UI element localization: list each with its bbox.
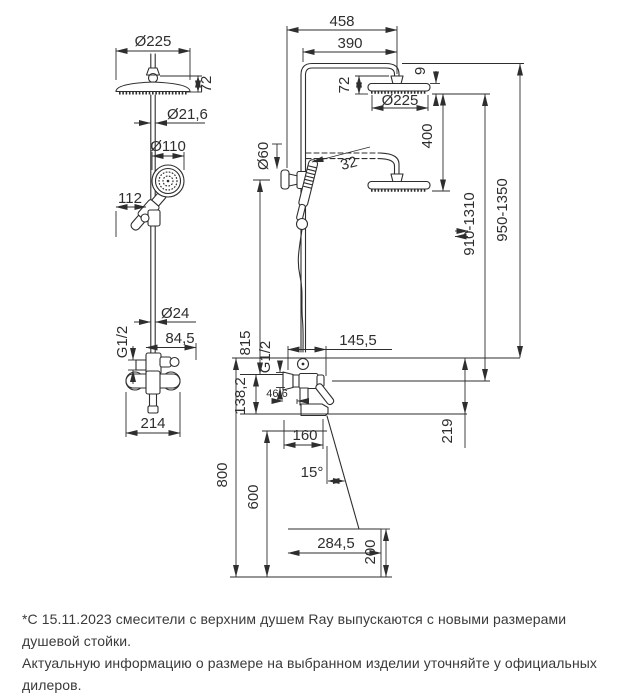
- dim-label-spout-wall-offset: 46,6: [266, 388, 288, 400]
- dim-label-head-height-side: 72: [336, 76, 353, 94]
- footnote-line-2: Актуальную информацию о размере на выбранном изделии уточняйте у официальных дилеров.: [22, 655, 598, 693]
- dim-label-arm-tilt: 32: [338, 153, 360, 175]
- side-view-dimensions: [230, 26, 524, 577]
- side-view: [214, 13, 524, 577]
- dim-label-mixer-height-ref: 800: [214, 462, 231, 488]
- dim-label-arm-reach: 390: [337, 35, 363, 52]
- dim-label-thread-front: G1/2: [114, 325, 131, 359]
- dim-label-head-edge: 9: [412, 66, 429, 76]
- dim-label-spout-height-above: 219: [439, 418, 456, 444]
- dim-label-bracket-diameter: Ø60: [255, 141, 272, 171]
- dim-label-thread-side: G1/2: [257, 340, 274, 374]
- dim-label-head-height-front: 72: [198, 75, 215, 93]
- dim-label-head-diameter-side: Ø225: [381, 92, 419, 109]
- dim-label-spout-reach: 160: [292, 427, 318, 444]
- dim-label-mixer-depth: 145,5: [339, 332, 377, 349]
- dim-label-stream-reach: 284,5: [317, 535, 355, 552]
- dim-label-stream-angle: 15°: [300, 464, 324, 481]
- dim-label-pipe-diameter: Ø21,6: [167, 106, 208, 123]
- dim-label-bracket-height: 815: [237, 330, 254, 356]
- dim-label-total-reach: 458: [329, 13, 355, 30]
- dim-label-diverter-offset: 84,5: [165, 330, 195, 347]
- dim-label-hand-shower-diameter: Ø110: [150, 138, 186, 155]
- mixer-side: [283, 359, 335, 416]
- dim-label-head-diameter-front: Ø225: [134, 33, 172, 50]
- dim-label-column-range: 910-1310: [461, 192, 478, 256]
- dim-label-total-range: 950-1350: [494, 178, 511, 242]
- dim-label-column-diameter: Ø24: [161, 305, 190, 322]
- mixer-front: [126, 371, 180, 413]
- footnote-line-1: *С 15.11.2023 смесители с верхним душем Ray выпускаются с новыми размерами душевой стойки.: [22, 611, 567, 649]
- dim-label-spout-height-ref: 600: [245, 484, 262, 510]
- footnote: [22, 608, 622, 696]
- dim-label-holder-width: 112: [118, 190, 142, 207]
- dim-label-mixer-width: 214: [140, 415, 166, 432]
- dim-label-stream-zone-height: 200: [362, 539, 379, 565]
- dim-label-head-travel: 400: [419, 123, 436, 149]
- dim-label-spout-drop: 138,2: [232, 377, 249, 415]
- front-view: [114, 33, 215, 437]
